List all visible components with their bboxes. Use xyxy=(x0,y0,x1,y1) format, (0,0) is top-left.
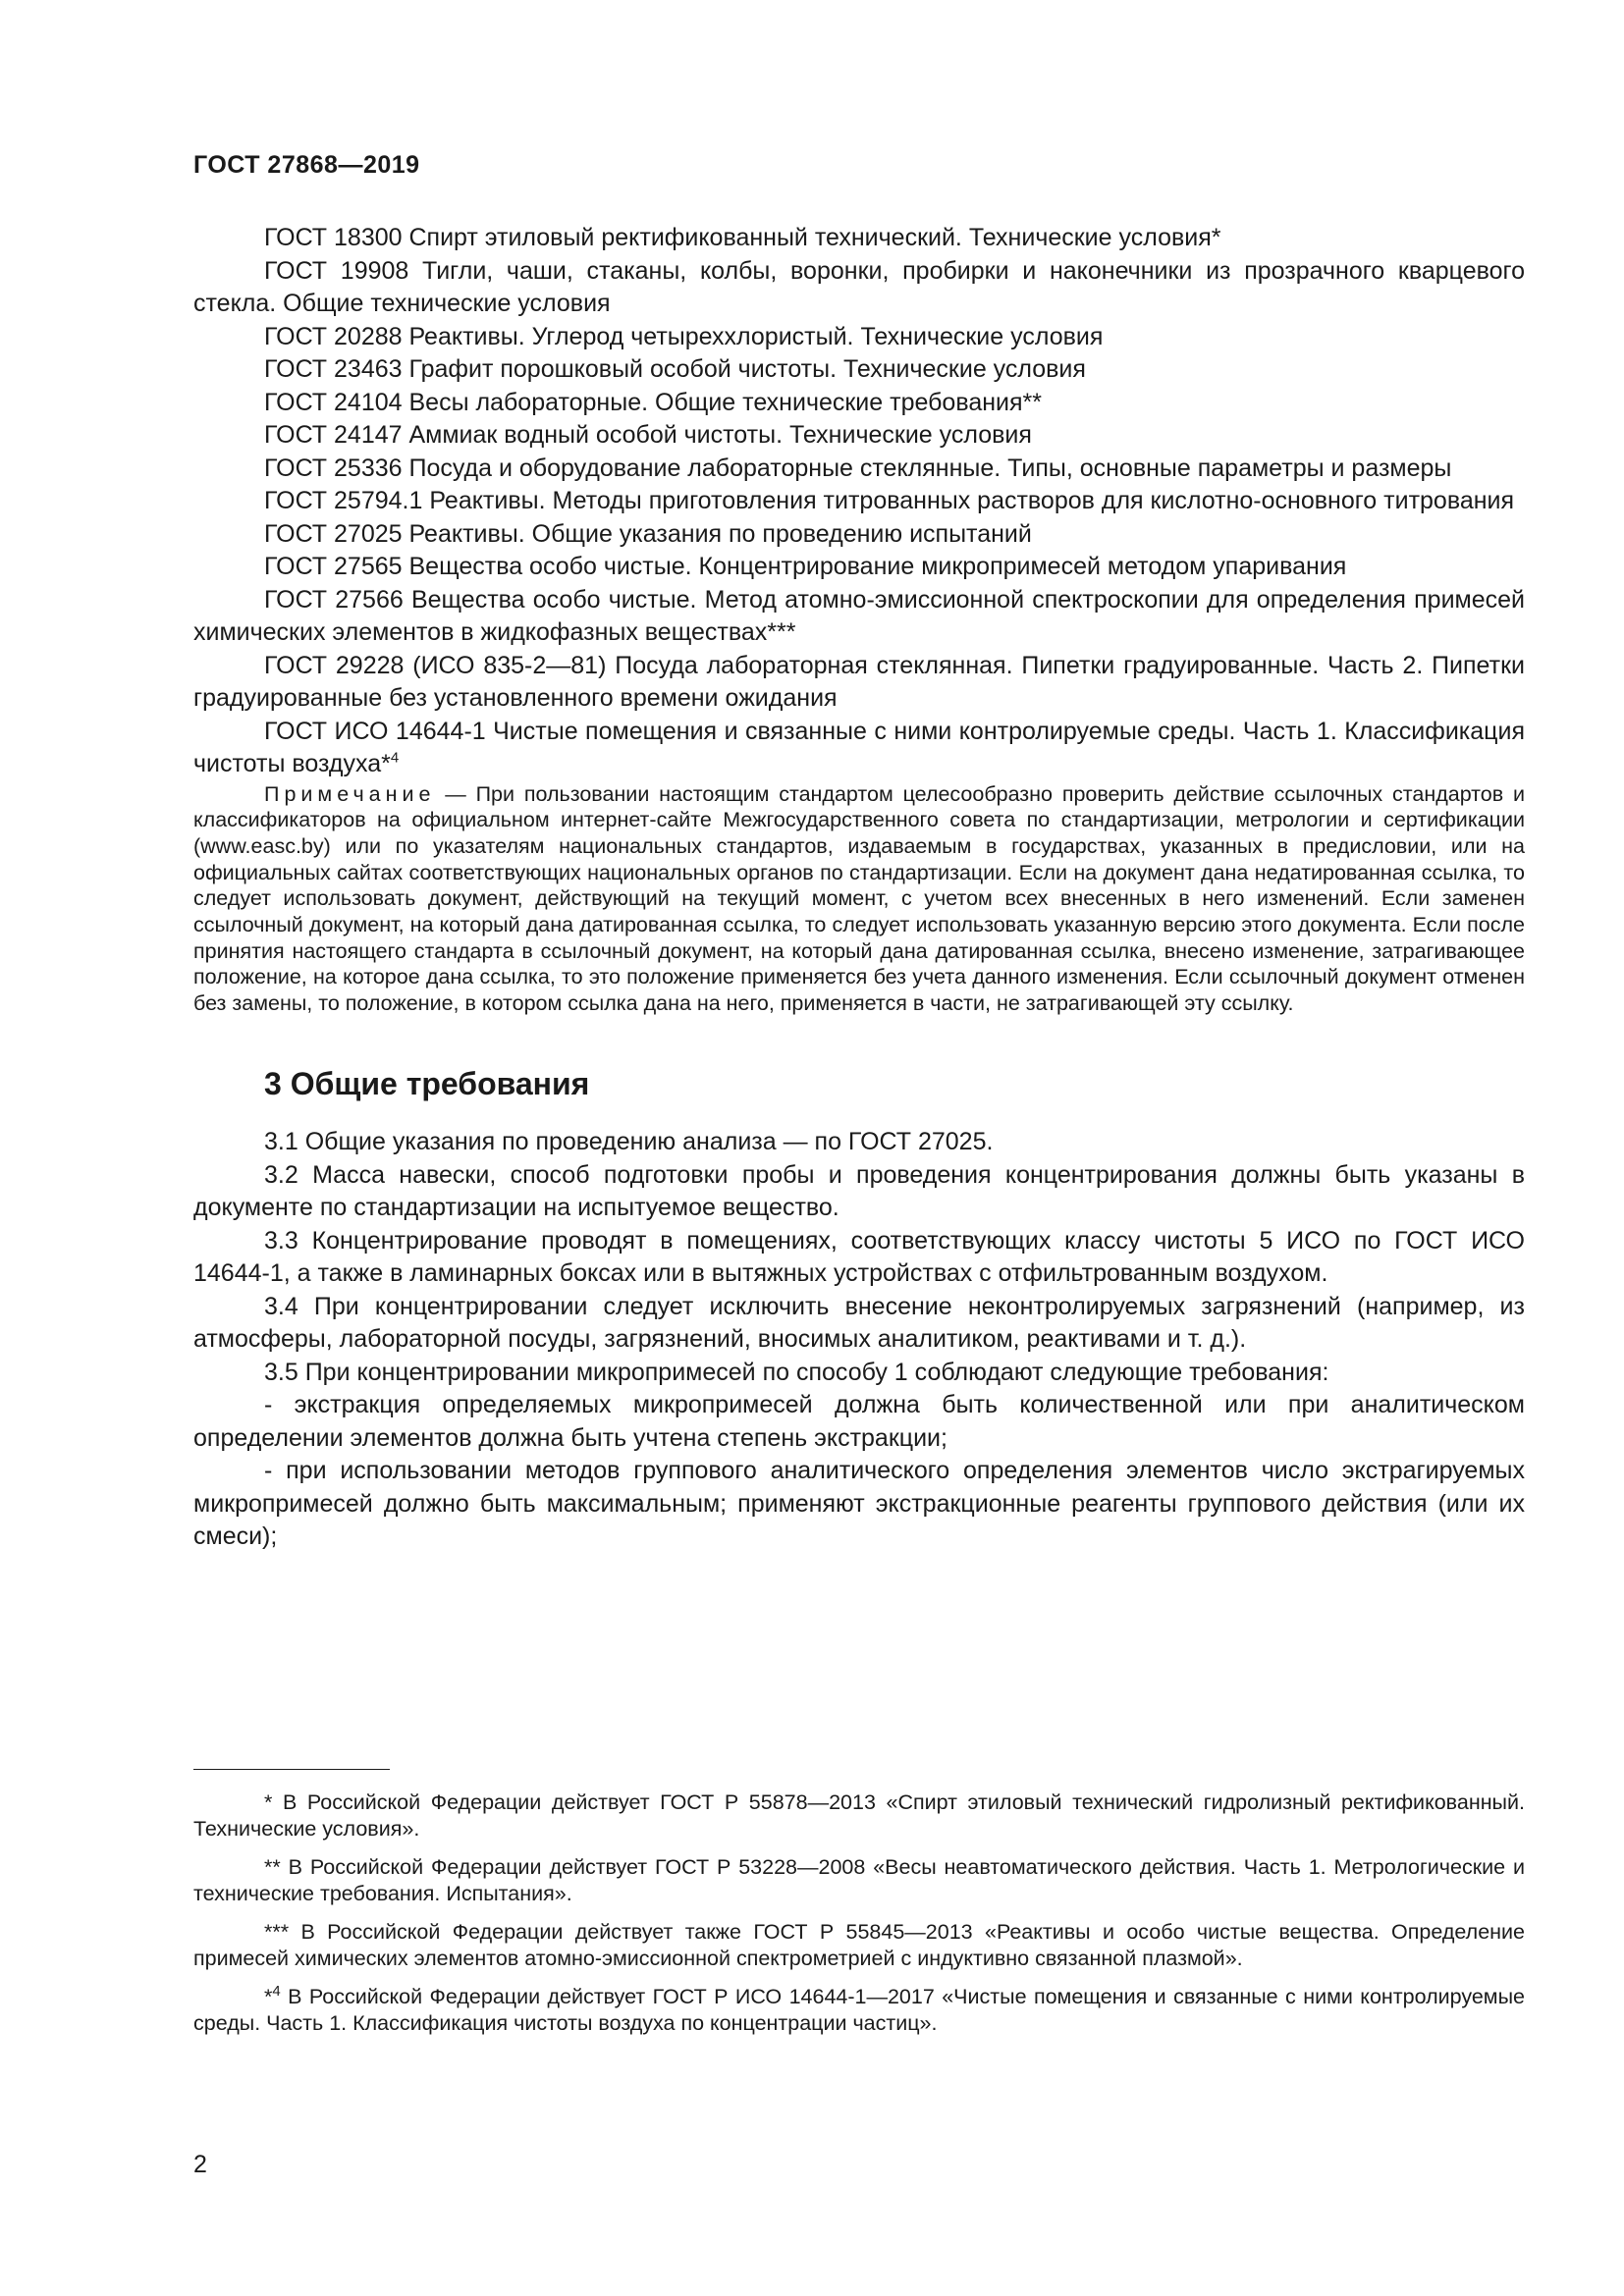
reference-item: ГОСТ 20288 Реактивы. Углерод четыреххлористый. Технические условия xyxy=(264,322,1104,350)
footnote-mark: * xyxy=(264,1985,273,2008)
footnote-divider xyxy=(193,1769,390,1770)
footnotes xyxy=(193,1769,1525,2049)
reference-item: ГОСТ 25794.1 Реактивы. Методы приготовления титрованных растворов для кислотно-основного титрования xyxy=(264,487,1515,514)
reference-item: ГОСТ 29228 (ИСО 835-2—81) Посуда лабораторная стеклянная. Пипетки градуированные. Часть 2. Пипетки градуированные без установленного времени ожидания xyxy=(193,651,1525,712)
footnote-mark: *** xyxy=(264,1920,301,1944)
reference-item-last xyxy=(193,716,1525,781)
section-paragraph: 3.4 При концентрировании следует исключить внесение неконтролируемых загрязнений (например, из атмосферы, лабораторной посуды, загрязнений, вносимых аналитиком, реактивами и т. д.). xyxy=(193,1292,1525,1354)
footnote xyxy=(193,1919,1525,1972)
footnote-mark: * xyxy=(264,1790,283,1814)
footnote xyxy=(193,1789,1525,1842)
section-paragraph: 3.2 Масса навески, способ подготовки пробы и проведения концентрирования должны быть указаны в документе по стандартизации на испытуемое вещество. xyxy=(193,1160,1525,1222)
section-title: 3 Общие требования xyxy=(264,1065,590,1101)
footnote-marker: 4 xyxy=(390,749,400,767)
reference-item: ГОСТ 18300 Спирт этиловый ректификованный технический. Технические условия* xyxy=(264,224,1221,251)
references-list xyxy=(193,222,1525,781)
section-paragraph: 3.3 Концентрирование проводят в помещениях, соответствующих классу чистоты 5 ИСО по ГОСТ ИСО 14644-1, а также в ламинарных боксах или в вытяжных устройствах с отфильтрованным воздухом. xyxy=(193,1226,1525,1288)
reference-item: ГОСТ 23463 Графит порошковый особой чистоты. Технические условия xyxy=(264,355,1086,383)
footnote-mark-sup: 4 xyxy=(272,1982,281,2000)
reference-item: ГОСТ 24147 Аммиак водный особой чистоты. Технические условия xyxy=(264,421,1032,449)
reference-item: ГОСТ 27025 Реактивы. Общие указания по проведению испытаний xyxy=(264,519,1032,548)
document-header: ГОСТ 27868—2019 xyxy=(193,151,420,179)
section-paragraph: 3.1 Общие указания по проведению анализа — по ГОСТ 27025. xyxy=(264,1128,994,1156)
footnote-text: В Российской Федерации действует ГОСТ Р 53228—2008 «Весы неавтоматического действия. Часть 1. Метрологические и технические требования. Испытания». xyxy=(193,1855,1525,1905)
note-label: Примечание xyxy=(264,781,436,806)
section-list-item: - экстракция определяемых микропримесей должна быть количественной или при аналитическом определении элементов должна быть учтена степень экстракции; xyxy=(193,1391,1525,1452)
note-text: — При пользовании настоящим стандартом целесообразно проверить действие ссылочных стандартов и классификаторов на официальном интернет-сайте Межгосударственного совета по стандартизации, метрологии и сертификации (www.easc.by) или по указателям национальных стандартов, издаваемым в государствах, указанных в предисловии, или на официальных сайтах соответствующих национальных органов по стандартизации. Если на документ дана недатированная ссылка, то следует использовать документ, действующий на текущий момент, с учетом всех внесенных в него изменений. Если заменен ссылочный документ, на который дана датированная ссылка, то следует использовать указанную версию этого документа. Если после принятия настоящего стандарта в ссылочный документ, на который дана датированная ссылка, внесено изменение, затрагивающее положение, на которое дана ссылка, то это положение применяется без учета данного изменения. Если ссылочный документ отменен без замены, то положение, в котором ссылка дана на него, применяется в части, не затрагивающей эту ссылку. xyxy=(193,781,1525,1016)
footnote-text: В Российской Федерации действует также ГОСТ Р 55845—2013 «Реактивы и особо чистые вещества. Определение примесей химических элементов атомно-эмиссионной спектрометрией с индуктивно связанной плазмой». xyxy=(193,1920,1525,1970)
main-content xyxy=(193,222,1525,1554)
reference-item: ГОСТ 25336 Посуда и оборудование лабораторные стеклянные. Типы, основные параметры и размеры xyxy=(264,454,1452,482)
reference-item: ГОСТ 24104 Весы лабораторные. Общие технические требования** xyxy=(264,388,1042,416)
reference-item: ГОСТ 27565 Вещества особо чистые. Концентрирование микропримесей методом упаривания xyxy=(264,553,1347,580)
footnote-mark: ** xyxy=(264,1855,289,1879)
section-body xyxy=(193,1126,1525,1554)
reference-text: ГОСТ ИСО 14644-1 Чистые помещения и связанные с ними контролируемые среды. Часть 1. Классификация чистоты воздуха* xyxy=(193,717,1525,777)
section-paragraph: 3.5 При концентрировании микропримесей по способу 1 соблюдают следующие требования: xyxy=(264,1358,1329,1386)
note-paragraph xyxy=(193,781,1525,1017)
reference-item: ГОСТ 27566 Вещества особо чистые. Метод атомно-эмиссионной спектроскопии для определения примесей химических элементов в жидкофазных веществах*** xyxy=(193,585,1525,646)
footnote xyxy=(193,1854,1525,1907)
footnote-text: В Российской Федерации действует ГОСТ Р ИСО 14644-1—2017 «Чистые помещения и связанные с ними контролируемые среды. Часть 1. Классификация чистоты воздуха по концентрации частиц». xyxy=(193,1985,1525,2035)
footnote xyxy=(193,1984,1525,2037)
footnote-text: В Российской Федерации действует ГОСТ Р 55878—2013 «Спирт этиловый технический гидролизный ректификованный. Технические условия». xyxy=(193,1790,1525,1841)
page-number: 2 xyxy=(193,2151,207,2178)
section-list-item: - при использовании методов группового аналитического определения элементов число экстрагируемых микропримесей должно быть максимальным; применяют экстракционные реагенты группового действия (или их смеси); xyxy=(193,1457,1525,1551)
reference-item: ГОСТ 19908 Тигли, чаши, стаканы, колбы, воронки, пробирки и наконечники из прозрачного кварцевого стекла. Общие технические условия xyxy=(193,256,1525,317)
